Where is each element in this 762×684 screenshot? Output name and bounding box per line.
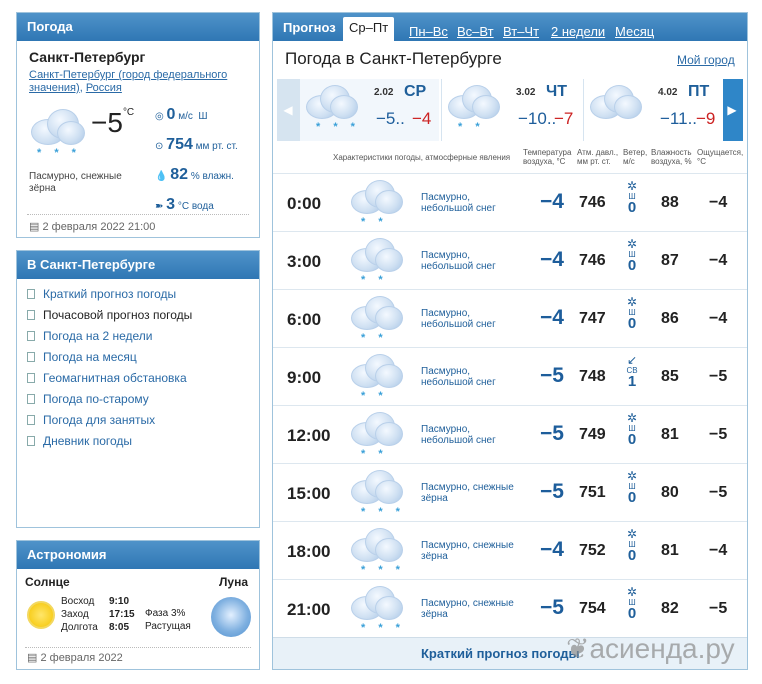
day-card[interactable] [299,79,439,141]
overcast-snow-icon: * * * [29,105,89,161]
city-menu-item[interactable] [27,434,132,448]
forecast-tabbar [273,13,747,41]
forecast-row [273,231,747,289]
watermark: ❦асиенда.ру [566,633,735,664]
city-menu-panel [16,250,260,528]
doc-icon [27,415,35,425]
wind-direction: Ш [628,540,636,549]
moon-phase-state: Растущая [145,621,191,632]
city-menu-item-label: Геомагнитная обстановка [43,371,187,385]
city-menu-item[interactable] [27,329,153,343]
city-menu-item[interactable] [27,392,149,406]
city-menu-item[interactable] [27,308,192,322]
wind-direction: Ш [628,598,636,607]
astronomy-date: ▤ 2 февраля 2022 [27,652,123,664]
overcast-snow-icon [349,176,407,232]
wind-direction-icon: ✲ [626,411,638,425]
row-temperature: −5 [540,480,564,503]
region-link[interactable]: Санкт-Петербург (город федерального значения) [29,69,228,94]
city-menu-title: В Санкт-Петербурге [17,251,259,279]
day-name: ПТ [688,83,710,100]
row-description: Пасмурно, снежные зёрна [421,540,514,562]
forecast-panel [272,12,748,670]
snowflakes-icon: * * [361,390,388,402]
wind-direction: Ш [628,482,636,491]
daylength-row: Долгота 8:05 [61,622,130,633]
wind-direction-icon: ✲ [626,585,638,599]
header-wind: Ветер, м/с [623,148,648,166]
day-date: 2.02 [374,87,394,98]
row-pressure: 752 [579,542,606,559]
tab-month[interactable]: Месяц [615,24,655,39]
row-temperature: −4 [540,538,564,561]
row-pressure: 746 [579,252,606,269]
day-temp-min: −5.. [376,109,405,128]
day-card[interactable] [583,79,723,141]
row-description: Пасмурно, небольшой снег [421,366,496,388]
day-strip [277,79,743,141]
row-temperature: −5 [540,422,564,445]
current-weather-title: Погода [17,13,259,41]
wind-speed: 0 [627,257,637,274]
row-humidity: 86 [661,310,679,327]
row-temperature: −5 [540,364,564,387]
row-feels-like: −4 [709,252,728,269]
temp-unit: °C [122,107,135,118]
row-time: 6:00 [287,310,322,329]
day-name: ЧТ [546,83,568,100]
tab-wed-fri[interactable]: Ср–Пт [343,17,394,41]
row-feels-like: −5 [709,600,728,617]
city-menu-item-label: Дневник погоды [43,434,133,448]
row-feels-like: −5 [709,368,728,385]
doc-icon: ▤ [27,652,38,664]
day-temp-min: −11.. [660,109,698,128]
row-pressure: 751 [579,484,606,501]
snowflakes-icon: * * [361,216,388,228]
day-card[interactable] [441,79,581,141]
drop-icon: 💧 [155,171,168,182]
city-menu-item-label: Краткий прогноз погоды [43,287,177,301]
city-name: Санкт-Петербург [29,49,146,65]
wind-direction-icon: ↙ [626,353,638,367]
forecast-row [273,289,747,347]
tab-tue-thu[interactable]: Вт–Чт [503,24,540,39]
row-description: Пасмурно, снежные зёрна [421,598,514,620]
row-humidity: 82 [661,600,679,617]
moon-label: Луна [219,575,249,589]
wind-info: ◎ 0 м/с Ш [155,106,208,123]
overcast-snow-icon [349,582,407,638]
doc-icon [27,436,35,446]
doc-icon [27,289,35,299]
doc-icon [27,352,35,362]
overcast-snow-icon [349,350,407,406]
tab-mon-sun[interactable]: Пн–Вс [409,24,448,39]
overcast-snow-icon [349,408,407,464]
row-wind [621,180,643,215]
snowflakes-icon: * * [361,274,388,286]
snowflakes-icon: * * [361,332,388,344]
row-wind [621,470,643,505]
doc-icon: ▤ [29,221,40,233]
row-wind [621,528,643,563]
overcast-snow-icon [349,524,407,580]
header-humidity: Влажность воздуха, % [651,148,692,166]
row-pressure: 754 [579,600,606,617]
moon-phase: Фаза 3% [145,608,186,619]
row-humidity: 87 [661,252,679,269]
wind-speed: 0 [627,431,637,448]
overcast-snow-icon [588,81,646,137]
day-name: СР [404,83,427,100]
doc-icon [27,373,35,383]
row-time: 18:00 [287,542,331,561]
forecast-row [273,173,747,231]
my-city-link[interactable]: Мой город [677,53,735,67]
row-time: 0:00 [287,194,322,213]
city-menu-item[interactable] [27,371,187,385]
watermark-icon: ❦ [566,633,590,664]
wind-direction: Ш [628,192,636,201]
city-menu-item[interactable] [27,287,176,301]
row-description: Пасмурно, небольшой снег [421,424,496,446]
row-time: 21:00 [287,600,331,619]
header-temperature: Температура воздуха, °С [523,148,572,166]
astronomy-panel [16,540,260,670]
forecast-heading: Погода в Санкт-Петербурге [285,49,502,68]
row-humidity: 80 [661,484,679,501]
city-menu-item[interactable] [27,413,155,427]
wind-speed: 1 [627,373,637,390]
row-temperature: −5 [540,596,564,619]
forecast-row [273,463,747,521]
row-humidity: 85 [661,368,679,385]
row-wind [621,238,643,273]
row-pressure: 747 [579,310,606,327]
row-wind [621,586,643,621]
row-time: 9:00 [287,368,322,387]
wind-direction-icon: ✲ [626,527,638,541]
forecast-row [273,405,747,463]
doc-icon [27,310,35,320]
row-time: 12:00 [287,426,331,445]
next-arrow-button[interactable]: ▶ [721,79,743,141]
row-wind [621,354,643,389]
short-forecast-link[interactable]: Краткий прогноз погоды [421,646,580,661]
city-menu-item[interactable] [27,350,137,364]
header-pressure: Атм. давл., мм рт. ст. [577,148,619,166]
snowflakes-icon: * * * [361,622,405,634]
snowflakes-icon: * * * [361,564,405,576]
row-feels-like: −4 [709,310,728,327]
day-date: 4.02 [658,87,678,98]
moon-icon [211,597,251,637]
water-info: ➽ 3 °С вода [155,196,214,213]
wind-speed: 0 [627,199,637,216]
clock-icon: ⊙ [155,141,164,152]
row-description: Пасмурно, небольшой снег [421,308,496,330]
wind-direction-icon: ✲ [626,237,638,251]
row-humidity: 81 [661,542,679,559]
snowflakes-icon: * * [361,448,388,460]
pressure-info: ⊙ 754 мм рт. ст. [155,136,238,153]
day-temp-max: −9 [696,109,716,128]
row-feels-like: −5 [709,484,728,501]
sun-label: Солнце [25,575,70,589]
wind-direction-icon: ✲ [626,469,638,483]
wind-direction: Ш [628,250,636,259]
row-wind [621,412,643,447]
row-temperature: −4 [540,190,564,213]
wind-speed: 0 [627,315,637,332]
city-menu-item-label: Погода на месяц [43,350,137,364]
country-link[interactable]: Россия [85,82,122,94]
row-pressure: 749 [579,426,606,443]
overcast-snow-icon [446,81,504,137]
snowflakes-icon: * * [458,121,485,133]
row-pressure: 748 [579,368,606,385]
row-feels-like: −4 [709,542,728,559]
fish-icon: ➽ [155,201,164,212]
sunset-row: Заход 17:15 [61,609,135,620]
city-menu-item-label: Погода для занятых [43,413,156,427]
tab-two-weeks[interactable]: 2 недели [551,24,606,39]
prev-arrow-button[interactable]: ◀ [277,79,299,141]
wind-speed: 0 [627,547,637,564]
weather-timestamp: ▤ 2 февраля 2022 21:00 [29,221,156,233]
wind-direction-icon: ✲ [626,179,638,193]
current-weather-panel: Погода Санкт-Петербург Санкт-Петербург (город федерального значения), Россия * * * $-5^{^\circ C}$ Пасмурно, снежные зёрна ◎ 0 м/с Ш ⊙ 754 мм рт. ст. 💧 82 % влажн. ➽ 3 °С вода ▤ 2 февраля 2022 21:00 [16,12,260,238]
condition-text: Пасмурно, снежные зёрна [29,171,122,194]
header-feels-like: Ощущается, °С [697,148,744,166]
row-time: 15:00 [287,484,331,503]
row-description: Пасмурно, снежные зёрна [421,482,514,504]
city-menu-item-label: Погода по-старому [43,392,149,406]
city-menu-item-label: Почасовой прогноз погоды [43,308,193,322]
snowflakes-icon: * * * [316,121,360,133]
day-temp-max: −7 [554,109,574,128]
row-pressure: 746 [579,194,606,211]
snowflakes-icon: * * * [361,506,405,518]
day-date: 3.02 [516,87,536,98]
row-temperature: −4 [540,248,564,271]
current-temperature [91,107,134,139]
tab-forecast: Прогноз [283,20,336,35]
wind-speed: 0 [627,605,637,622]
row-wind [621,296,643,331]
humidity-info: 💧 82 % влажн. [155,166,234,183]
row-humidity: 81 [661,426,679,443]
overcast-snow-icon [349,466,407,522]
sun-icon [27,601,55,629]
day-temp-min: −10.. [518,109,557,128]
row-time: 3:00 [287,252,322,271]
row-feels-like: −5 [709,426,728,443]
row-description: Пасмурно, небольшой снег [421,192,496,214]
forecast-row [273,521,747,579]
overcast-snow-icon [349,234,407,290]
wind-speed: 0 [627,489,637,506]
row-description: Пасмурно, небольшой снег [421,250,496,272]
wind-direction: Ш [628,308,636,317]
temp-value: −5 [91,107,123,138]
day-temp-max: −4 [412,109,432,128]
wind-direction: СВ [626,366,638,375]
wind-direction-icon: ✲ [626,295,638,309]
tab-sun-tue[interactable]: Вс–Вт [457,24,494,39]
doc-icon [27,394,35,404]
astronomy-title: Астрономия [17,541,259,569]
overcast-snow-icon [349,292,407,348]
overcast-snow-icon [304,81,362,137]
row-humidity: 88 [661,194,679,211]
sunrise-row: Восход 9:10 [61,596,130,607]
doc-icon [27,331,35,341]
forecast-row [273,347,747,405]
row-feels-like: −4 [709,194,728,211]
wind-direction: Ш [628,424,636,433]
wind-icon: ◎ [155,111,164,122]
header-characteristics: Характеристики погоды, атмосферные явления [333,153,511,162]
city-menu-item-label: Погода на 2 недели [43,329,153,343]
forecast-row [273,579,747,637]
row-temperature: −4 [540,306,564,329]
